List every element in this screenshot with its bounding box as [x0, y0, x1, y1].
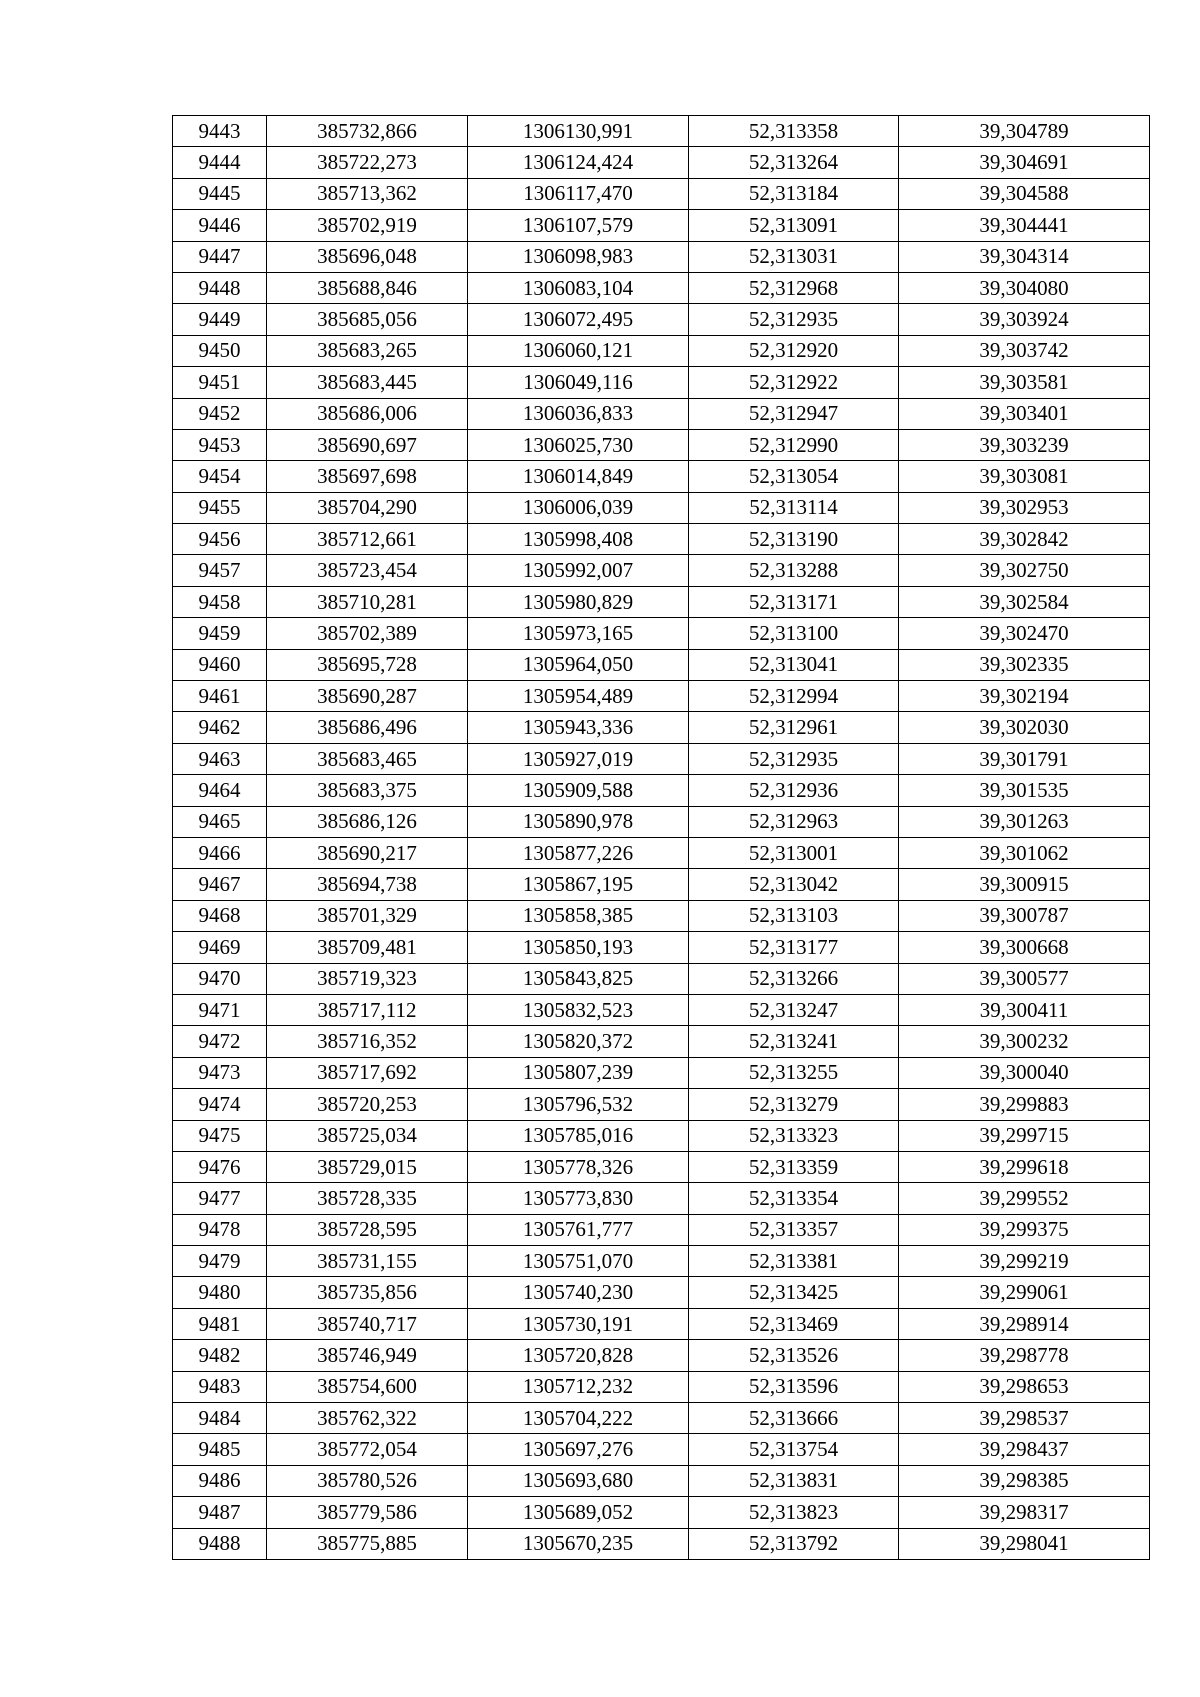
latitude-cell: 52,312935: [689, 304, 899, 335]
longitude-cell: 39,301791: [899, 743, 1150, 774]
x-coordinate-cell: 385686,496: [267, 712, 468, 743]
table-row: [173, 1371, 1150, 1402]
x-coordinate-cell: 385690,697: [267, 429, 468, 460]
point-number-cell: 9452: [173, 398, 267, 429]
x-coordinate-cell: 385696,048: [267, 241, 468, 272]
table-row: [173, 116, 1150, 147]
longitude-cell: 39,298041: [899, 1528, 1150, 1559]
latitude-cell: 52,312936: [689, 775, 899, 806]
x-coordinate-cell: 385728,335: [267, 1183, 468, 1214]
point-number-cell: 9462: [173, 712, 267, 743]
table-row: [173, 555, 1150, 586]
y-coordinate-cell: 1305689,052: [468, 1497, 689, 1528]
y-coordinate-cell: 1305843,825: [468, 963, 689, 994]
table-row: [173, 775, 1150, 806]
x-coordinate-cell: 385702,389: [267, 618, 468, 649]
table-row: [173, 1277, 1150, 1308]
y-coordinate-cell: 1305877,226: [468, 837, 689, 868]
longitude-cell: 39,302584: [899, 586, 1150, 617]
y-coordinate-cell: 1306124,424: [468, 147, 689, 178]
table-row: [173, 743, 1150, 774]
latitude-cell: 52,313266: [689, 963, 899, 994]
longitude-cell: 39,299552: [899, 1183, 1150, 1214]
y-coordinate-cell: 1305778,326: [468, 1151, 689, 1182]
x-coordinate-cell: 385780,526: [267, 1465, 468, 1496]
longitude-cell: 39,299618: [899, 1151, 1150, 1182]
x-coordinate-cell: 385683,465: [267, 743, 468, 774]
longitude-cell: 39,303924: [899, 304, 1150, 335]
longitude-cell: 39,298385: [899, 1465, 1150, 1496]
table-row: [173, 900, 1150, 931]
table-row: [173, 806, 1150, 837]
x-coordinate-cell: 385695,728: [267, 649, 468, 680]
x-coordinate-cell: 385701,329: [267, 900, 468, 931]
y-coordinate-cell: 1305992,007: [468, 555, 689, 586]
latitude-cell: 52,313091: [689, 210, 899, 241]
point-number-cell: 9480: [173, 1277, 267, 1308]
table-row: [173, 1151, 1150, 1182]
point-number-cell: 9484: [173, 1403, 267, 1434]
y-coordinate-cell: 1305943,336: [468, 712, 689, 743]
longitude-cell: 39,302953: [899, 492, 1150, 523]
table-row: [173, 1308, 1150, 1339]
latitude-cell: 52,312947: [689, 398, 899, 429]
x-coordinate-cell: 385717,692: [267, 1057, 468, 1088]
latitude-cell: 52,313831: [689, 1465, 899, 1496]
point-number-cell: 9475: [173, 1120, 267, 1151]
latitude-cell: 52,313357: [689, 1214, 899, 1245]
y-coordinate-cell: 1305980,829: [468, 586, 689, 617]
point-number-cell: 9482: [173, 1340, 267, 1371]
latitude-cell: 52,313103: [689, 900, 899, 931]
table-row: [173, 1026, 1150, 1057]
x-coordinate-cell: 385720,253: [267, 1089, 468, 1120]
longitude-cell: 39,303401: [899, 398, 1150, 429]
table-row: [173, 1434, 1150, 1465]
table-row: [173, 147, 1150, 178]
x-coordinate-cell: 385746,949: [267, 1340, 468, 1371]
table-row: [173, 367, 1150, 398]
longitude-cell: 39,300787: [899, 900, 1150, 931]
latitude-cell: 52,313264: [689, 147, 899, 178]
longitude-cell: 39,303742: [899, 335, 1150, 366]
table-row: [173, 1403, 1150, 1434]
x-coordinate-cell: 385686,006: [267, 398, 468, 429]
latitude-cell: 52,313054: [689, 461, 899, 492]
point-number-cell: 9469: [173, 932, 267, 963]
point-number-cell: 9477: [173, 1183, 267, 1214]
longitude-cell: 39,299715: [899, 1120, 1150, 1151]
y-coordinate-cell: 1305773,830: [468, 1183, 689, 1214]
x-coordinate-cell: 385686,126: [267, 806, 468, 837]
y-coordinate-cell: 1305832,523: [468, 994, 689, 1025]
x-coordinate-cell: 385731,155: [267, 1246, 468, 1277]
latitude-cell: 52,312963: [689, 806, 899, 837]
y-coordinate-cell: 1306107,579: [468, 210, 689, 241]
y-coordinate-cell: 1305740,230: [468, 1277, 689, 1308]
x-coordinate-cell: 385716,352: [267, 1026, 468, 1057]
y-coordinate-cell: 1305954,489: [468, 681, 689, 712]
y-coordinate-cell: 1306014,849: [468, 461, 689, 492]
point-number-cell: 9465: [173, 806, 267, 837]
longitude-cell: 39,300040: [899, 1057, 1150, 1088]
table-row: [173, 712, 1150, 743]
point-number-cell: 9464: [173, 775, 267, 806]
table-row: [173, 210, 1150, 241]
point-number-cell: 9485: [173, 1434, 267, 1465]
longitude-cell: 39,302842: [899, 524, 1150, 555]
longitude-cell: 39,303581: [899, 367, 1150, 398]
latitude-cell: 52,313114: [689, 492, 899, 523]
longitude-cell: 39,298537: [899, 1403, 1150, 1434]
point-number-cell: 9458: [173, 586, 267, 617]
point-number-cell: 9451: [173, 367, 267, 398]
y-coordinate-cell: 1305670,235: [468, 1528, 689, 1559]
y-coordinate-cell: 1305927,019: [468, 743, 689, 774]
longitude-cell: 39,298437: [899, 1434, 1150, 1465]
y-coordinate-cell: 1305858,385: [468, 900, 689, 931]
table-row: [173, 1465, 1150, 1496]
longitude-cell: 39,302750: [899, 555, 1150, 586]
table-row: [173, 1089, 1150, 1120]
point-number-cell: 9481: [173, 1308, 267, 1339]
longitude-cell: 39,302194: [899, 681, 1150, 712]
latitude-cell: 52,313279: [689, 1089, 899, 1120]
y-coordinate-cell: 1306098,983: [468, 241, 689, 272]
x-coordinate-cell: 385740,717: [267, 1308, 468, 1339]
x-coordinate-cell: 385690,217: [267, 837, 468, 868]
table-row: [173, 681, 1150, 712]
point-number-cell: 9478: [173, 1214, 267, 1245]
table-row: [173, 1528, 1150, 1559]
longitude-cell: 39,298653: [899, 1371, 1150, 1402]
latitude-cell: 52,313171: [689, 586, 899, 617]
x-coordinate-cell: 385719,323: [267, 963, 468, 994]
point-number-cell: 9449: [173, 304, 267, 335]
table-row: [173, 178, 1150, 209]
point-number-cell: 9461: [173, 681, 267, 712]
point-number-cell: 9479: [173, 1246, 267, 1277]
table-row: [173, 304, 1150, 335]
point-number-cell: 9472: [173, 1026, 267, 1057]
x-coordinate-cell: 385728,595: [267, 1214, 468, 1245]
longitude-cell: 39,304691: [899, 147, 1150, 178]
y-coordinate-cell: 1305820,372: [468, 1026, 689, 1057]
y-coordinate-cell: 1305785,016: [468, 1120, 689, 1151]
point-number-cell: 9463: [173, 743, 267, 774]
point-number-cell: 9446: [173, 210, 267, 241]
latitude-cell: 52,313792: [689, 1528, 899, 1559]
y-coordinate-cell: 1305712,232: [468, 1371, 689, 1402]
x-coordinate-cell: 385683,375: [267, 775, 468, 806]
latitude-cell: 52,313177: [689, 932, 899, 963]
x-coordinate-cell: 385685,056: [267, 304, 468, 335]
y-coordinate-cell: 1305850,193: [468, 932, 689, 963]
point-number-cell: 9467: [173, 869, 267, 900]
latitude-cell: 52,313100: [689, 618, 899, 649]
latitude-cell: 52,313358: [689, 116, 899, 147]
point-number-cell: 9447: [173, 241, 267, 272]
latitude-cell: 52,313190: [689, 524, 899, 555]
point-number-cell: 9476: [173, 1151, 267, 1182]
longitude-cell: 39,300668: [899, 932, 1150, 963]
table-row: [173, 524, 1150, 555]
longitude-cell: 39,304314: [899, 241, 1150, 272]
table-row: [173, 241, 1150, 272]
table-row: [173, 994, 1150, 1025]
table-row: [173, 1120, 1150, 1151]
longitude-cell: 39,301062: [899, 837, 1150, 868]
latitude-cell: 52,313823: [689, 1497, 899, 1528]
table-row: [173, 272, 1150, 303]
y-coordinate-cell: 1305909,588: [468, 775, 689, 806]
y-coordinate-cell: 1306006,039: [468, 492, 689, 523]
point-number-cell: 9470: [173, 963, 267, 994]
x-coordinate-cell: 385725,034: [267, 1120, 468, 1151]
point-number-cell: 9457: [173, 555, 267, 586]
x-coordinate-cell: 385762,322: [267, 1403, 468, 1434]
longitude-cell: 39,300411: [899, 994, 1150, 1025]
point-number-cell: 9455: [173, 492, 267, 523]
latitude-cell: 52,313184: [689, 178, 899, 209]
latitude-cell: 52,313425: [689, 1277, 899, 1308]
y-coordinate-cell: 1305693,680: [468, 1465, 689, 1496]
y-coordinate-cell: 1306049,116: [468, 367, 689, 398]
longitude-cell: 39,302030: [899, 712, 1150, 743]
longitude-cell: 39,301263: [899, 806, 1150, 837]
latitude-cell: 52,313323: [689, 1120, 899, 1151]
y-coordinate-cell: 1305720,828: [468, 1340, 689, 1371]
table-row: [173, 492, 1150, 523]
table-row: [173, 837, 1150, 868]
x-coordinate-cell: 385683,265: [267, 335, 468, 366]
x-coordinate-cell: 385722,273: [267, 147, 468, 178]
table-row: [173, 1246, 1150, 1277]
latitude-cell: 52,312935: [689, 743, 899, 774]
point-number-cell: 9471: [173, 994, 267, 1025]
longitude-cell: 39,299883: [899, 1089, 1150, 1120]
y-coordinate-cell: 1305890,978: [468, 806, 689, 837]
longitude-cell: 39,303239: [899, 429, 1150, 460]
x-coordinate-cell: 385710,281: [267, 586, 468, 617]
x-coordinate-cell: 385735,856: [267, 1277, 468, 1308]
x-coordinate-cell: 385683,445: [267, 367, 468, 398]
point-number-cell: 9486: [173, 1465, 267, 1496]
x-coordinate-cell: 385694,738: [267, 869, 468, 900]
latitude-cell: 52,313001: [689, 837, 899, 868]
point-number-cell: 9454: [173, 461, 267, 492]
latitude-cell: 52,312961: [689, 712, 899, 743]
point-number-cell: 9468: [173, 900, 267, 931]
x-coordinate-cell: 385754,600: [267, 1371, 468, 1402]
longitude-cell: 39,300232: [899, 1026, 1150, 1057]
x-coordinate-cell: 385723,454: [267, 555, 468, 586]
point-number-cell: 9444: [173, 147, 267, 178]
latitude-cell: 52,313031: [689, 241, 899, 272]
y-coordinate-cell: 1305998,408: [468, 524, 689, 555]
table-row: [173, 618, 1150, 649]
point-number-cell: 9487: [173, 1497, 267, 1528]
x-coordinate-cell: 385690,287: [267, 681, 468, 712]
y-coordinate-cell: 1305964,050: [468, 649, 689, 680]
latitude-cell: 52,313247: [689, 994, 899, 1025]
y-coordinate-cell: 1305973,165: [468, 618, 689, 649]
x-coordinate-cell: 385709,481: [267, 932, 468, 963]
point-number-cell: 9488: [173, 1528, 267, 1559]
x-coordinate-cell: 385688,846: [267, 272, 468, 303]
latitude-cell: 52,312968: [689, 272, 899, 303]
table-row: [173, 932, 1150, 963]
table-row: [173, 461, 1150, 492]
table-row: [173, 1340, 1150, 1371]
point-number-cell: 9459: [173, 618, 267, 649]
latitude-cell: 52,313469: [689, 1308, 899, 1339]
longitude-cell: 39,304789: [899, 116, 1150, 147]
latitude-cell: 52,313255: [689, 1057, 899, 1088]
table-row: [173, 1057, 1150, 1088]
y-coordinate-cell: 1306083,104: [468, 272, 689, 303]
table-row: [173, 649, 1150, 680]
latitude-cell: 52,313666: [689, 1403, 899, 1434]
latitude-cell: 52,312994: [689, 681, 899, 712]
latitude-cell: 52,313041: [689, 649, 899, 680]
x-coordinate-cell: 385729,015: [267, 1151, 468, 1182]
latitude-cell: 52,313359: [689, 1151, 899, 1182]
y-coordinate-cell: 1306060,121: [468, 335, 689, 366]
point-number-cell: 9450: [173, 335, 267, 366]
longitude-cell: 39,304080: [899, 272, 1150, 303]
latitude-cell: 52,313288: [689, 555, 899, 586]
y-coordinate-cell: 1305697,276: [468, 1434, 689, 1465]
table-row: [173, 963, 1150, 994]
x-coordinate-cell: 385779,586: [267, 1497, 468, 1528]
y-coordinate-cell: 1305807,239: [468, 1057, 689, 1088]
longitude-cell: 39,303081: [899, 461, 1150, 492]
x-coordinate-cell: 385775,885: [267, 1528, 468, 1559]
y-coordinate-cell: 1305730,191: [468, 1308, 689, 1339]
table-row: [173, 429, 1150, 460]
y-coordinate-cell: 1306072,495: [468, 304, 689, 335]
y-coordinate-cell: 1306117,470: [468, 178, 689, 209]
y-coordinate-cell: 1306130,991: [468, 116, 689, 147]
point-number-cell: 9466: [173, 837, 267, 868]
table-row: [173, 335, 1150, 366]
latitude-cell: 52,312990: [689, 429, 899, 460]
x-coordinate-cell: 385717,112: [267, 994, 468, 1025]
longitude-cell: 39,302470: [899, 618, 1150, 649]
latitude-cell: 52,313381: [689, 1246, 899, 1277]
table-row: [173, 1497, 1150, 1528]
table-row: [173, 1214, 1150, 1245]
y-coordinate-cell: 1306025,730: [468, 429, 689, 460]
x-coordinate-cell: 385712,661: [267, 524, 468, 555]
latitude-cell: 52,313754: [689, 1434, 899, 1465]
longitude-cell: 39,299219: [899, 1246, 1150, 1277]
table-row: [173, 1183, 1150, 1214]
x-coordinate-cell: 385697,698: [267, 461, 468, 492]
y-coordinate-cell: 1306036,833: [468, 398, 689, 429]
x-coordinate-cell: 385732,866: [267, 116, 468, 147]
latitude-cell: 52,313596: [689, 1371, 899, 1402]
point-number-cell: 9448: [173, 272, 267, 303]
longitude-cell: 39,300577: [899, 963, 1150, 994]
point-number-cell: 9473: [173, 1057, 267, 1088]
latitude-cell: 52,313354: [689, 1183, 899, 1214]
latitude-cell: 52,313042: [689, 869, 899, 900]
latitude-cell: 52,312922: [689, 367, 899, 398]
longitude-cell: 39,299061: [899, 1277, 1150, 1308]
y-coordinate-cell: 1305751,070: [468, 1246, 689, 1277]
point-number-cell: 9483: [173, 1371, 267, 1402]
latitude-cell: 52,313241: [689, 1026, 899, 1057]
point-number-cell: 9453: [173, 429, 267, 460]
x-coordinate-cell: 385772,054: [267, 1434, 468, 1465]
longitude-cell: 39,302335: [899, 649, 1150, 680]
x-coordinate-cell: 385713,362: [267, 178, 468, 209]
longitude-cell: 39,299375: [899, 1214, 1150, 1245]
longitude-cell: 39,298914: [899, 1308, 1150, 1339]
coordinates-table: [172, 115, 1150, 1560]
y-coordinate-cell: 1305761,777: [468, 1214, 689, 1245]
point-number-cell: 9460: [173, 649, 267, 680]
longitude-cell: 39,301535: [899, 775, 1150, 806]
point-number-cell: 9443: [173, 116, 267, 147]
x-coordinate-cell: 385704,290: [267, 492, 468, 523]
y-coordinate-cell: 1305796,532: [468, 1089, 689, 1120]
point-number-cell: 9445: [173, 178, 267, 209]
point-number-cell: 9456: [173, 524, 267, 555]
table-row: [173, 586, 1150, 617]
longitude-cell: 39,298778: [899, 1340, 1150, 1371]
x-coordinate-cell: 385702,919: [267, 210, 468, 241]
y-coordinate-cell: 1305704,222: [468, 1403, 689, 1434]
point-number-cell: 9474: [173, 1089, 267, 1120]
latitude-cell: 52,312920: [689, 335, 899, 366]
longitude-cell: 39,304588: [899, 178, 1150, 209]
coordinates-table-body: [173, 116, 1150, 1560]
longitude-cell: 39,304441: [899, 210, 1150, 241]
table-row: [173, 869, 1150, 900]
table-row: [173, 398, 1150, 429]
latitude-cell: 52,313526: [689, 1340, 899, 1371]
y-coordinate-cell: 1305867,195: [468, 869, 689, 900]
longitude-cell: 39,298317: [899, 1497, 1150, 1528]
longitude-cell: 39,300915: [899, 869, 1150, 900]
